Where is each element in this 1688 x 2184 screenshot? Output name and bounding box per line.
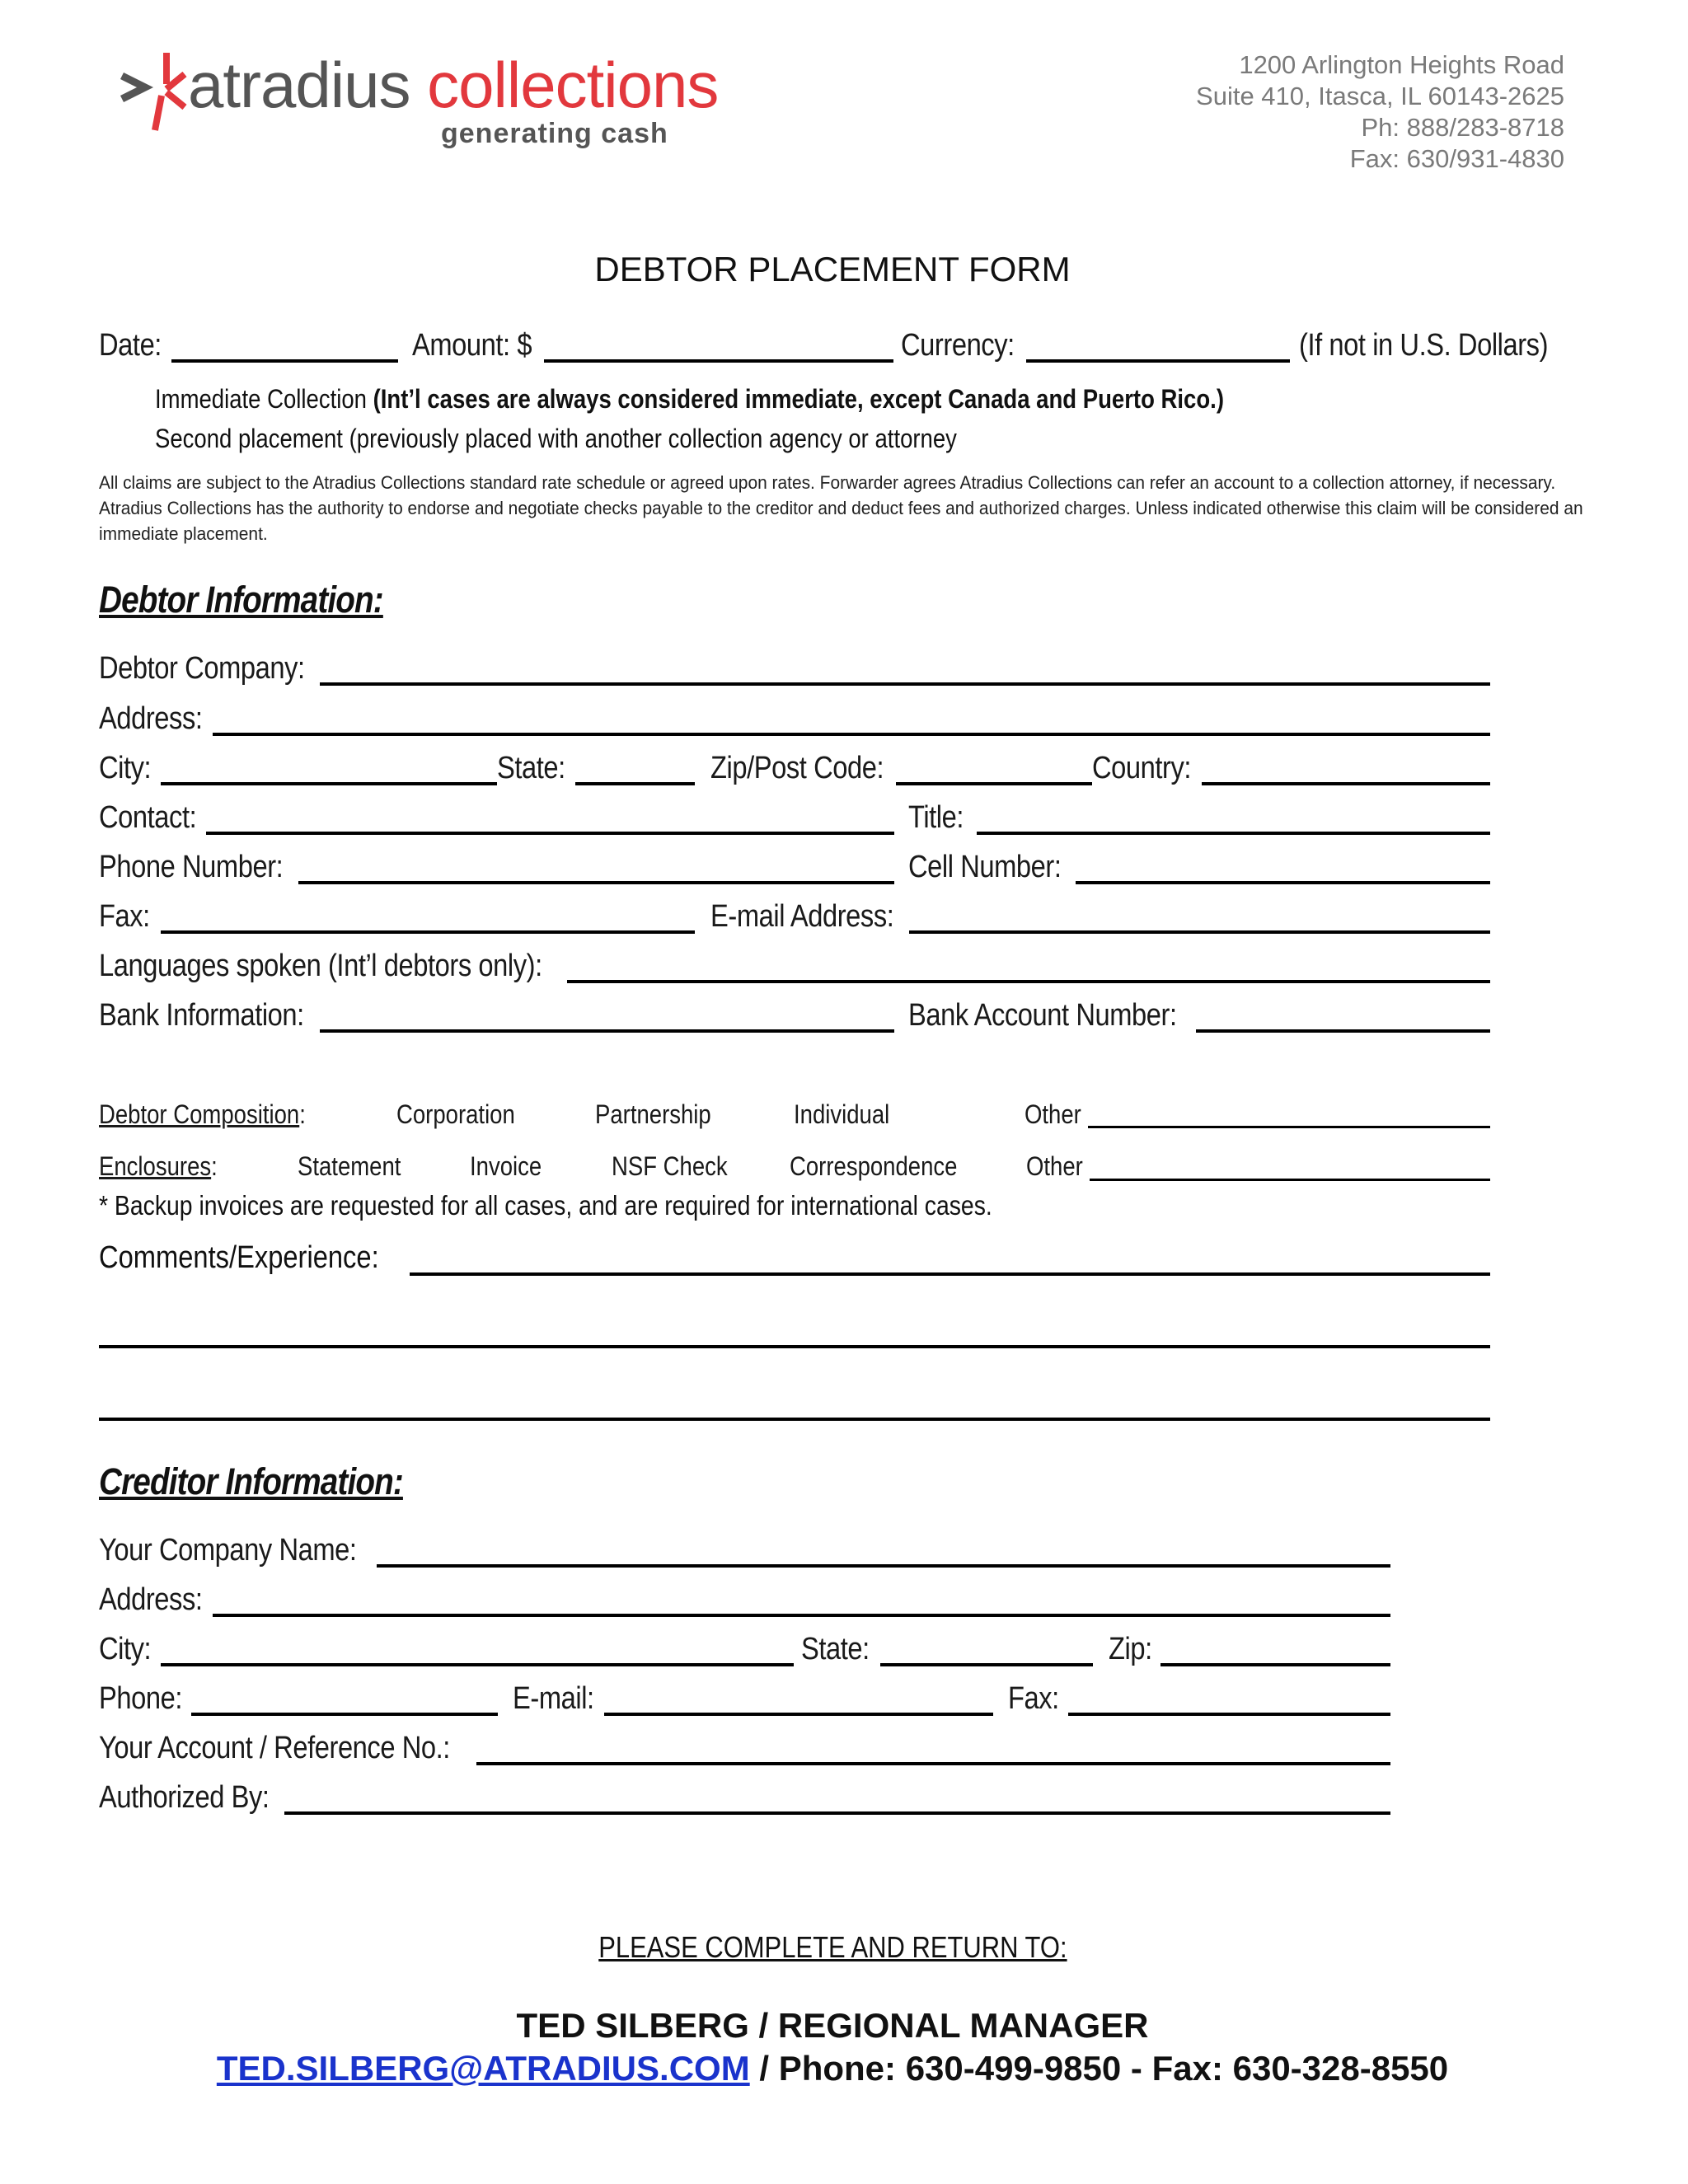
amount-label: Amount: $ [412, 328, 532, 363]
contact-details [0, 2049, 1665, 2088]
form-title: DEBTOR PLACEMENT FORM [594, 250, 1071, 288]
enclosure-other-option[interactable]: Other [1026, 1151, 1083, 1181]
creditor-email-label: E-mail: [513, 1681, 594, 1716]
date-label: Date: [99, 328, 162, 363]
debtor-fax-label: Fax: [99, 899, 150, 934]
debtor-title-label: Title: [908, 800, 964, 835]
creditor-state-label: State: [801, 1632, 870, 1666]
creditor-city-label: City: [99, 1632, 152, 1666]
debtor-zip-label: Zip/Post Code: [710, 751, 884, 785]
creditor-fax-field[interactable] [1068, 1713, 1390, 1716]
debtor-phone-field[interactable] [298, 881, 894, 884]
comments-field-line-2[interactable] [99, 1345, 1490, 1348]
contact-name: TED SILBERG / REGIONAL MANAGER [516, 2006, 1149, 2045]
creditor-phone-label: Phone: [99, 1681, 183, 1716]
amount-field[interactable] [544, 359, 893, 363]
enclosure-invoice-option[interactable]: Invoice [470, 1151, 542, 1181]
logo-arrow-icon [115, 51, 190, 134]
creditor-company-field[interactable] [377, 1564, 1390, 1568]
immediate-collection-option[interactable] [155, 384, 1224, 415]
debtor-languages-label: Languages spoken (Int’l debtors only): [99, 949, 542, 983]
debtor-cell-field[interactable] [1076, 881, 1490, 884]
address-line-2: Suite 410, Itasca, IL 60143-2625 [1196, 82, 1564, 110]
debtor-contact-label: Contact: [99, 800, 197, 835]
creditor-zip-label: Zip: [1109, 1632, 1152, 1666]
enclosure-statement-option[interactable]: Statement [298, 1151, 401, 1181]
logo-brand-first: atradius [188, 49, 410, 121]
creditor-authorized-field[interactable] [284, 1811, 1390, 1815]
composition-partnership-option[interactable]: Partnership [595, 1099, 711, 1129]
creditor-zip-field[interactable] [1160, 1663, 1390, 1666]
currency-label: Currency: [901, 328, 1015, 363]
contact-email-link[interactable]: TED.SILBERG@ATRADIUS.COM [216, 2049, 750, 2088]
enclosure-other-field[interactable] [1090, 1179, 1490, 1181]
creditor-city-field[interactable] [161, 1663, 794, 1666]
backup-invoices-note: * Backup invoices are requested for all cases, and are required for international cases. [99, 1190, 992, 1221]
creditor-section-heading: Creditor Information: [99, 1460, 403, 1502]
debtor-city-field[interactable] [161, 782, 497, 785]
debtor-zip-field[interactable] [896, 782, 1092, 785]
creditor-authorized-label: Authorized By: [99, 1780, 270, 1815]
creditor-email-field[interactable] [604, 1713, 993, 1716]
composition-other-field[interactable] [1088, 1126, 1490, 1128]
debtor-bank-account-label: Bank Account Number: [908, 998, 1177, 1033]
debtor-languages-field[interactable] [567, 980, 1490, 983]
logo-tagline: generating cash [441, 118, 668, 149]
creditor-company-label: Your Company Name: [99, 1533, 357, 1568]
creditor-address-field[interactable] [213, 1614, 1390, 1617]
disclaimer-text: All claims are subject to the Atradius Collections standard rate schedule or agreed upon rates. Forwarder agrees Atradius Collections can refer an account to a collection attorney, if necessary. Atradius Collections has the authority to endorse and negotiate checks payable to the creditor and deduct fees and authorized charges. Unless indicated otherwise this claim will be considered an immediate placement. [99, 472, 1583, 544]
contact-phone-fax: / Phone: 630-499-9850 - Fax: 630-328-8550 [749, 2049, 1449, 2088]
composition-individual-option[interactable]: Individual [794, 1099, 890, 1129]
debtor-cell-label: Cell Number: [908, 850, 1062, 884]
debtor-country-label: Country: [1092, 751, 1192, 785]
currency-note: (If not in U.S. Dollars) [1299, 328, 1549, 363]
debtor-state-label: State: [497, 751, 565, 785]
enclosures-label: Enclosures: [99, 1151, 218, 1181]
currency-field[interactable] [1026, 359, 1290, 363]
enclosure-correspondence-option[interactable]: Correspondence [790, 1151, 958, 1181]
debtor-bank-account-field[interactable] [1196, 1029, 1490, 1033]
address-fax: Fax: 630/931-4830 [1349, 144, 1564, 173]
second-placement-option[interactable]: Second placement (previously placed with another collection agency or attorney [155, 424, 957, 453]
creditor-phone-field[interactable] [191, 1713, 498, 1716]
comments-field-line-1[interactable] [410, 1272, 1490, 1276]
debtor-email-label: E-mail Address: [710, 899, 894, 934]
comments-label: Comments/Experience: [99, 1240, 379, 1275]
debtor-bank-info-label: Bank Information: [99, 998, 304, 1033]
debtor-contact-field[interactable] [206, 832, 894, 835]
debtor-address-field[interactable] [213, 733, 1490, 736]
debtor-country-field[interactable] [1202, 782, 1490, 785]
debtor-company-field[interactable] [320, 682, 1490, 686]
composition-other-option[interactable]: Other [1025, 1099, 1081, 1129]
debtor-composition-label: Debtor Composition: [99, 1099, 306, 1129]
address-phone: Ph: 888/283-8718 [1361, 113, 1564, 142]
debtor-state-field[interactable] [575, 782, 695, 785]
immediate-collection-note: (Int’l cases are always considered immediate, except Canada and Puerto Rico.) [373, 384, 1224, 414]
enclosure-nsf-check-option[interactable]: NSF Check [612, 1151, 728, 1181]
debtor-bank-info-field[interactable] [320, 1029, 894, 1033]
debtor-title-field[interactable] [977, 832, 1490, 835]
composition-corporation-option[interactable]: Corporation [396, 1099, 515, 1129]
debtor-company-label: Debtor Company: [99, 651, 305, 686]
debtor-fax-field[interactable] [161, 930, 695, 934]
creditor-state-field[interactable] [880, 1663, 1093, 1666]
return-heading: PLEASE COMPLETE AND RETURN TO: [598, 1930, 1067, 1964]
debtor-city-label: City: [99, 751, 152, 785]
return-instructions [0, 1930, 1665, 1965]
creditor-reference-label: Your Account / Reference No.: [99, 1731, 450, 1765]
logo-brand-second: collections [427, 49, 719, 121]
creditor-address-label: Address: [99, 1582, 203, 1617]
creditor-reference-field[interactable] [476, 1762, 1390, 1765]
date-field[interactable] [171, 359, 398, 363]
debtor-section-heading: Debtor Information: [99, 579, 383, 621]
creditor-fax-label: Fax: [1008, 1681, 1059, 1716]
debtor-email-field[interactable] [909, 930, 1490, 934]
company-address [1196, 49, 1564, 175]
address-line-1: 1200 Arlington Heights Road [1239, 50, 1564, 79]
immediate-collection-label: Immediate Collection [155, 384, 367, 414]
logo-wordmark [188, 48, 718, 123]
comments-field-line-3[interactable] [99, 1418, 1490, 1421]
debtor-phone-label: Phone Number: [99, 850, 284, 884]
debtor-address-label: Address: [99, 701, 203, 736]
